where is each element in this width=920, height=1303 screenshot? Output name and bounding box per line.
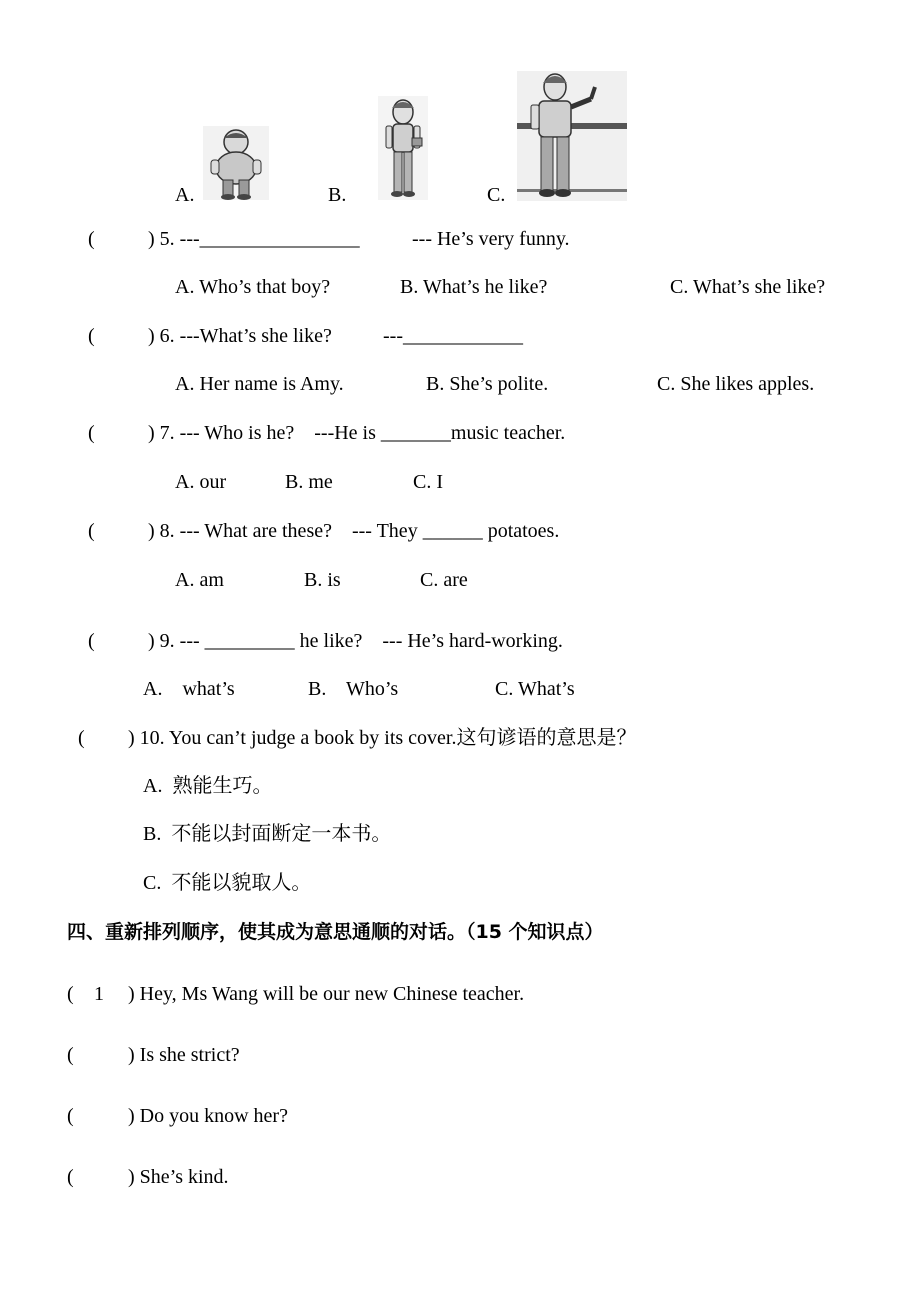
q7-bracket: ( [88, 422, 95, 444]
q6-bracket: ( [88, 325, 95, 347]
section-4-line-2: ) Is she strict? [128, 1044, 240, 1066]
q5-option-b: B. What’s he like? [400, 276, 548, 298]
section-4-line-2-bracket: ( [67, 1044, 74, 1066]
section-4-heading: 四、重新排列顺序，使其成为意思通顺的对话。（15 个知识点） [67, 921, 604, 943]
q9-option-a: A. what’s [143, 678, 235, 700]
q5-response: --- He’s very funny. [412, 228, 570, 250]
q8-option-b: B. is [304, 569, 341, 591]
q9-stem: ) 9. --- _________ he like? --- He’s hard-working. [148, 630, 563, 652]
q6-option-c: C. She likes apples. [657, 373, 815, 395]
picture-option-c-label: C. [487, 184, 506, 206]
picture-option-b-label: B. [328, 184, 347, 206]
q8-stem: ) 8. --- What are these? --- They ______ potatoes. [148, 520, 560, 542]
q10-stem: ) 10. You can’t judge a book by its cover.这句谚语的意思是？ [128, 727, 637, 749]
section-4-line-1-bracket: ( [67, 983, 74, 1005]
q6-option-b: B. She’s polite. [426, 373, 549, 395]
q7-stem: ) 7. --- Who is he? ---He is _______music teacher. [148, 422, 566, 444]
q6-response: ---____________ [383, 325, 523, 347]
picture-boy-thin [378, 96, 428, 200]
q10-option-b: B. 不能以封面断定一本书。 [143, 823, 392, 845]
section-4-line-1: ) Hey, Ms Wang will be our new Chinese teacher. [128, 983, 525, 1005]
q9-bracket: ( [88, 630, 95, 652]
q6-option-a: A. Her name is Amy. [175, 373, 344, 395]
q8-option-c: C. are [420, 569, 468, 591]
section-4-line-1-number: 1 [94, 983, 104, 1005]
q5-option-a: A. Who’s that boy? [175, 276, 331, 298]
q6-stem: ) 6. ---What’s she like? [148, 325, 332, 347]
picture-boy-chubby [203, 126, 269, 200]
q7-option-a: A. our [175, 471, 227, 493]
q10-option-c: C. 不能以貌取人。 [143, 872, 312, 894]
q10-option-a: A. 熟能生巧。 [143, 775, 273, 797]
q5-option-c: C. What’s she like? [670, 276, 826, 298]
section-4-line-3-bracket: ( [67, 1105, 74, 1127]
q7-option-c: C. I [413, 471, 443, 493]
q9-option-c: C. What’s [495, 678, 575, 700]
q8-option-a: A. am [175, 569, 224, 591]
q5-stem: ) 5. ---________________ [148, 228, 360, 250]
picture-option-a-label: A. [175, 184, 195, 206]
section-4-line-4: ) She’s kind. [128, 1166, 229, 1188]
q5-bracket: ( [88, 228, 95, 250]
q10-bracket: ( [78, 727, 85, 749]
q9-option-b: B. Who’s [308, 678, 399, 700]
q8-bracket: ( [88, 520, 95, 542]
picture-man-tall [517, 71, 627, 201]
q7-option-b: B. me [285, 471, 333, 493]
section-4-line-3: ) Do you know her? [128, 1105, 288, 1127]
section-4-line-4-bracket: ( [67, 1166, 74, 1188]
